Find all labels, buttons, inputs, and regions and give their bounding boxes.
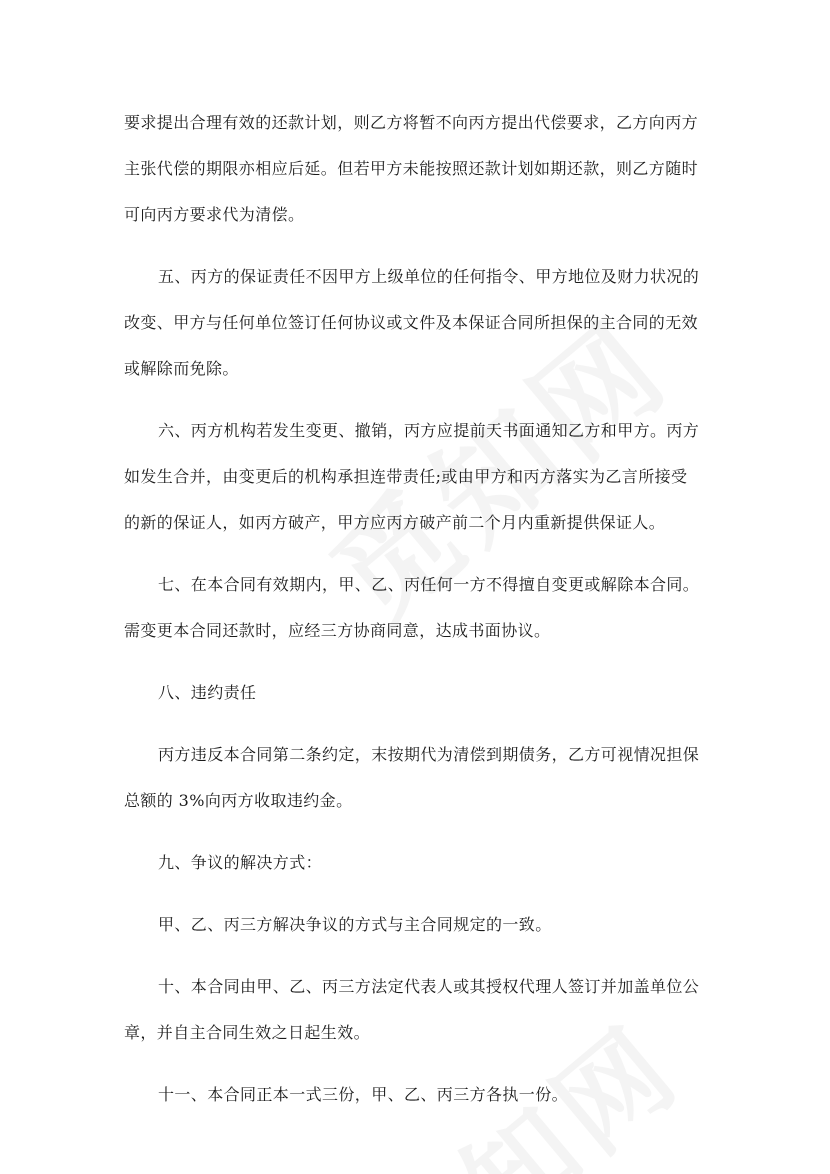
- text-line: 五、丙方的保证责任不因甲方上级单位的任何指令、甲方地位及财力状况的: [158, 267, 700, 286]
- text-line: 的新的保证人，如丙方破产，甲方应丙方破产前二个月内重新提供保证人。: [124, 513, 666, 532]
- paragraph-continuation: [124, 100, 718, 238]
- heading-clause-9: [124, 840, 718, 886]
- text-line: 主张代偿的期限亦相应后延。但若甲方未能按照还款计划如期还款，则乙方随时: [124, 159, 699, 178]
- text-line: 七、在本合同有效期内，甲、乙、丙任何一方不得擅自变更或解除本合同。: [158, 575, 700, 594]
- text-line: 章，并自主合同生效之日起生效。: [124, 1023, 371, 1042]
- text-line: 可向丙方要求代为清偿。: [124, 205, 305, 224]
- text-line: 八、违约责任: [158, 683, 257, 702]
- text-line: 或解除而免除。: [124, 359, 239, 378]
- text-line: 要求提出合理有效的还款计划，则乙方将暂不向丙方提出代偿要求，乙方向丙方: [124, 113, 699, 132]
- paragraph-clause-8-body: [124, 732, 718, 824]
- text-line: 六、丙方机构若发生变更、撤销，丙方应提前天书面通知乙方和甲方。丙方: [158, 421, 700, 440]
- text-line: 需变更本合同还款时，应经三方协商同意，达成书面协议。: [124, 621, 551, 640]
- text-line: 十一、本合同正本一式三份，甲、乙、丙三方各执一份。: [158, 1085, 569, 1104]
- paragraph-clause-7: [124, 562, 718, 654]
- text-line: 如发生合并，由变更后的机构承担连带责任;或由甲方和丙方落实为乙言所接受: [124, 467, 688, 486]
- text-line: 甲、乙、丙三方解决争议的方式与主合同规定的一致。: [158, 915, 552, 934]
- text-line: 丙方违反本合同第二条约定，末按期代为清偿到期债务，乙方可视情况担保: [158, 745, 700, 764]
- paragraph-clause-11: [124, 1072, 718, 1118]
- document-body: [124, 100, 718, 1134]
- heading-clause-8: [124, 670, 718, 716]
- paragraph-clause-10: [124, 964, 718, 1056]
- text-line: 十、本合同由甲、乙、丙三方法定代表人或其授权代理人签订并加盖单位公: [158, 977, 700, 996]
- text-line: 改变、甲方与任何单位签订任何协议或文件及本保证合同所担保的主合同的无效: [124, 313, 699, 332]
- paragraph-clause-9-body: [124, 902, 718, 948]
- text-line: 总额的 3%向丙方收取违约金。: [124, 791, 353, 810]
- text-line: 九、争议的解决方式：: [158, 853, 323, 872]
- paragraph-clause-6: [124, 408, 718, 546]
- paragraph-clause-5: [124, 254, 718, 392]
